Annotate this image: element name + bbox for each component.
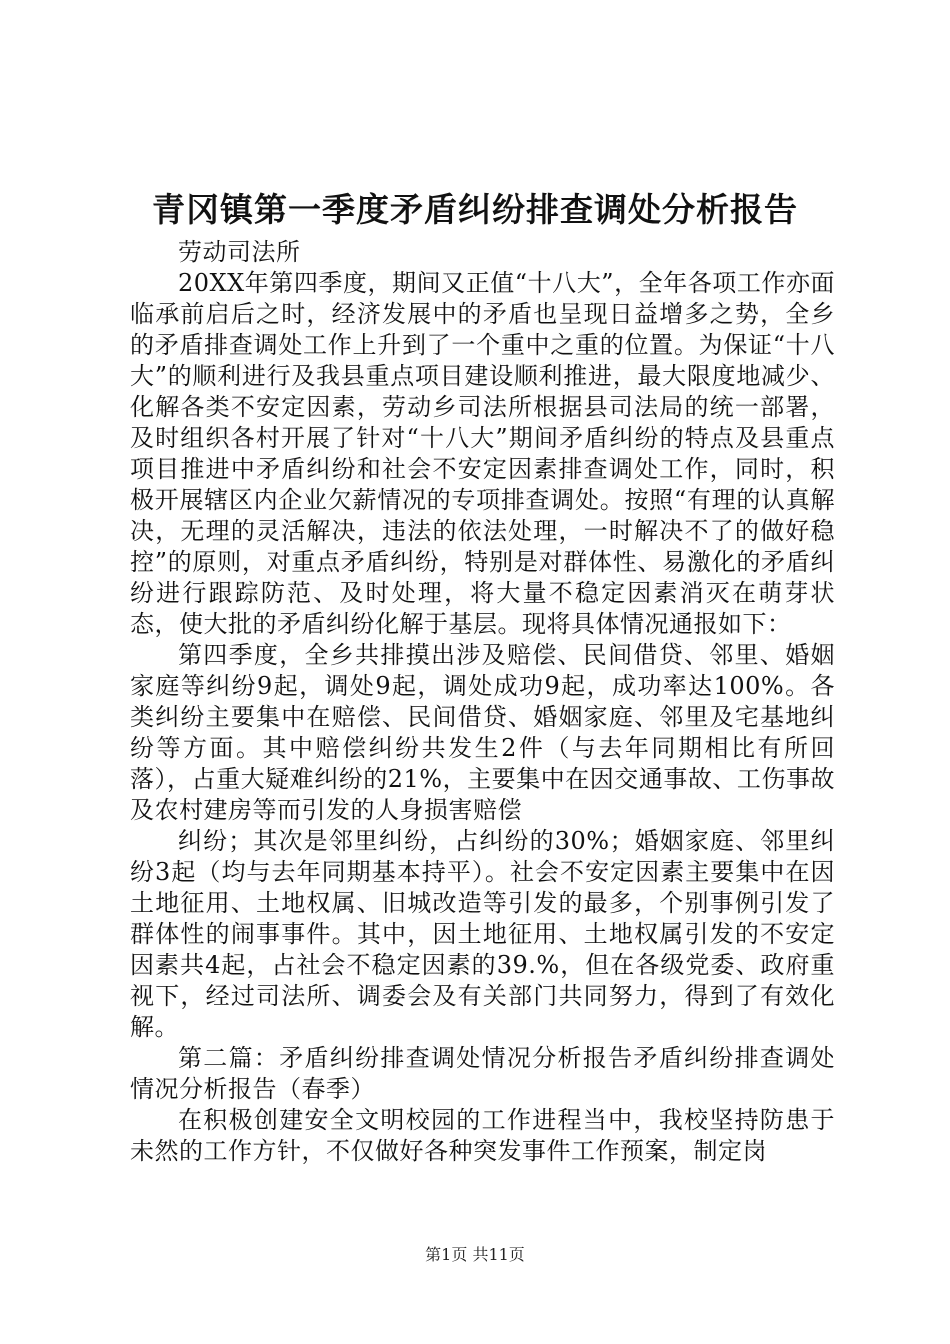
paragraph-2: 第四季度，全乡共排摸出涉及赔偿、民间借贷、邻里、婚姻家庭等纠纷9起，调处9起，调处成功9起，成功率达100%。各类纠纷主要集中在赔偿、民间借贷、婚姻家庭、邻里及宅基地纠纷等方面。其中赔偿纠纷共发生2件（与去年同期相比有所回落），占重大疑难纠纷的21%，主要集中在因交通事故、工伤事故及农村建房等而引发的人身损害赔偿: [130, 641, 835, 824]
paragraph-3: 纠纷；其次是邻里纠纷，占纠纷的30%；婚姻家庭、邻里纠纷3起（均与去年同期基本持平）。社会不安定因素主要集中在因土地征用、土地权属、旧城改造等引发的最多，个别事例引发了群体性的闹事事件。其中，因土地征用、土地权属引发的不安定因素共4起，占社会不稳定因素的39.%，但在各级党委、政府重视下，经过司法所、调委会及有关部门共同努力，得到了有效化解。: [130, 827, 835, 1041]
paragraph-1: 20XX年第四季度，期间又正值“十八大”，全年各项工作亦面临承前启后之时，经济发展中的矛盾也呈现日益增多之势，全乡的矛盾排查调处工作上升到了一个重中之重的位置。为保证“十八大”的顺利进行及我县重点项目建设顺利推进，最大限度地减少、化解各类不安定因素，劳动乡司法所根据县司法局的统一部署，及时组织各村开展了针对“十八大”期间矛盾纠纷的特点及县重点项目推进中矛盾纠纷和社会不安定因素排查调处工作，同时，积极开展辖区内企业欠薪情况的专项排查调处。按照“有理的认真解决，无理的灵活解决，违法的依法处理，一时解决不了的做好稳控”的原则，对重点矛盾纠纷，特别是对群体性、易激化的矛盾纠纷进行跟踪防范、及时处理，将大量不稳定因素消灭在萌芽状态，使大批的矛盾纠纷化解于基层。现将具体情况通报如下：: [130, 269, 835, 638]
author-line: 劳动司法所: [178, 238, 301, 266]
paragraph-5: 在积极创建安全文明校园的工作进程当中，我校坚持防患于未然的工作方针，不仅做好各种突发事件工作预案，制定岗: [130, 1106, 835, 1165]
document-title: 青冈镇第一季度矛盾纠纷排查调处分析报告: [152, 190, 798, 229]
page-number-footer: 第1页 共11页: [425, 1245, 525, 1264]
document-body: [130, 237, 835, 1167]
paragraph-4: 第二篇：矛盾纠纷排查调处情况分析报告矛盾纠纷排查调处情况分析报告（春季）: [130, 1044, 835, 1103]
